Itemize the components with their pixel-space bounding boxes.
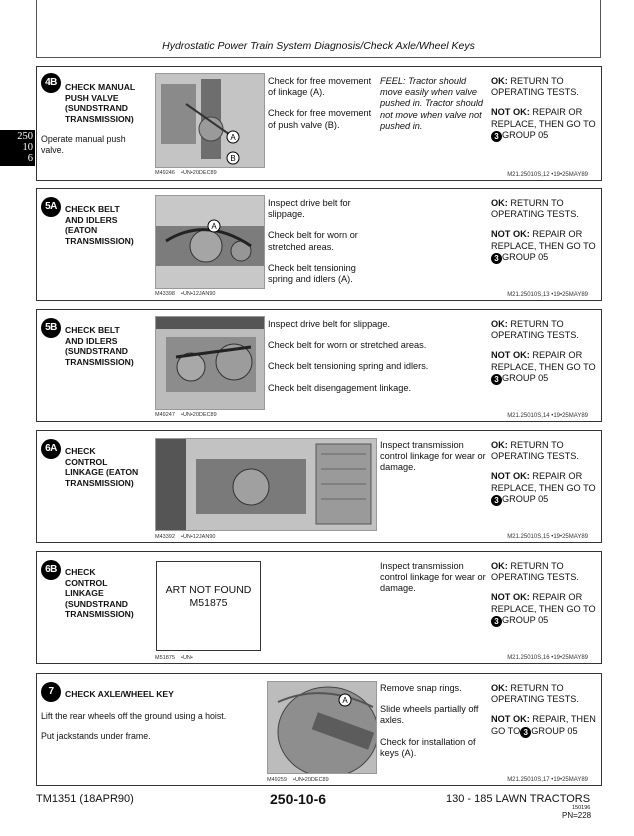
- step-result: OK: RETURN TO OPERATING TESTS. NOT OK: REPAIR OR REPLACE, THEN GO TO3 GROUP 05: [491, 440, 596, 505]
- step-left-text: Operate manual push valve.: [41, 134, 126, 155]
- reference-code: M21.25010S,16 •19•25MAY89: [507, 655, 588, 661]
- tab-line-1: 250: [17, 131, 33, 142]
- step-instructions: Inspect drive belt for slippage. Check belt for worn or stretched areas. Check belt tensioning spring and idlers. Check belt disengagement linkage.: [268, 319, 429, 393]
- step-badge: 4B: [41, 73, 61, 93]
- svg-text:B: B: [230, 154, 236, 163]
- step-5a-box: [36, 188, 602, 301]
- step-photo: [155, 316, 265, 410]
- step-4b-box: [36, 66, 602, 181]
- step-5b-box: [36, 309, 602, 422]
- photo-caption: M49247 •UN•20DEC89: [155, 412, 217, 418]
- group-3-icon: 3: [520, 727, 531, 738]
- photo-caption: M49246 •UN•20DEC89: [155, 170, 217, 176]
- reference-code: M21.25010S,12 •19•25MAY89: [507, 172, 588, 178]
- step-feel-text: FEEL: Tractor should move easily when valve pushed in. Tractor should not move when valve not pushed in.: [380, 76, 483, 131]
- step-badge: 6A: [41, 439, 61, 459]
- step-photo: [155, 73, 265, 168]
- reference-code: M21.25010S,13 •19•25MAY89: [507, 292, 588, 298]
- svg-text:A: A: [342, 696, 348, 705]
- group-3-icon: 3: [491, 616, 502, 627]
- step-badge: 6B: [41, 560, 61, 580]
- step-heading: CHECK AXLE/WHEEL KEY: [65, 689, 174, 699]
- reference-code: M21.25010S,15 •19•25MAY89: [507, 534, 588, 540]
- step-instructions: Remove snap rings. Slide wheels partially off axles. Check for installation of keys (A).: [380, 683, 479, 758]
- step-left-text-1: Lift the rear wheels off the ground using a hoist.: [41, 711, 227, 721]
- photo-caption: M43398 •UN•12JAN90: [155, 291, 216, 297]
- reference-code: M21.25010S,17 •19•25MAY89: [507, 777, 588, 783]
- step-photo: [267, 681, 377, 774]
- reference-code: M21.25010S,14 •19•25MAY89: [507, 413, 588, 419]
- footer-pn: PN=228: [562, 811, 592, 820]
- photo-caption: M49259 •UN•20DEC89: [267, 777, 329, 783]
- footer-product: 130 - 185 LAWN TRACTORS: [446, 793, 591, 805]
- step-instructions: Inspect transmission control linkage for wear or damage.: [380, 561, 486, 594]
- section-tab: [0, 130, 35, 166]
- step-instructions: Inspect transmission control linkage for wear or damage.: [380, 440, 486, 473]
- step-photo: [155, 195, 265, 289]
- step-heading: CHECK MANUAL PUSH VALVE (SUNDSTRAND TRANSMISSION): [65, 82, 136, 124]
- group-3-icon: 3: [491, 495, 502, 506]
- group-3-icon: 3: [491, 131, 502, 142]
- art-not-found-box: ART NOT FOUND M51875: [156, 561, 261, 651]
- step-result: OK: RETURN TO OPERATING TESTS. NOT OK: REPAIR, THEN GO TO 3 GROUP 05: [491, 683, 596, 737]
- step-result: OK: RETURN TO OPERATING TESTS. NOT OK: REPAIR OR REPLACE, THEN GO TO3 GROUP 05: [491, 561, 596, 626]
- step-heading: CHECK BELT AND IDLERS (EATON TRANSMISSION): [65, 204, 134, 246]
- svg-text:A: A: [211, 222, 217, 231]
- tab-line-3: 6: [27, 153, 33, 164]
- group-3-icon: 3: [491, 253, 502, 264]
- step-badge: 7: [41, 682, 61, 702]
- step-7-box: [36, 673, 602, 786]
- page-header-title: Hydrostatic Power Train System Diagnosis/Check Axle/Wheel Keys: [162, 40, 475, 52]
- step-left-text-2: Put jackstands under frame.: [41, 731, 151, 741]
- step-heading: CHECK BELT AND IDLERS (SUNDSTRAND TRANSMISSION): [65, 325, 134, 367]
- step-heading: CHECK CONTROL LINKAGE (SUNDSTRAND TRANSMISSION): [65, 567, 134, 619]
- step-6b-box: [36, 551, 602, 664]
- step-badge: 5A: [41, 197, 61, 217]
- photo-caption: M51875 •UN•: [155, 655, 193, 661]
- step-instructions: Inspect drive belt for slippage. Check belt for worn or stretched areas. Check belt tensioning spring and idlers (A).: [268, 198, 358, 285]
- tab-line-2: 10: [22, 142, 33, 153]
- group-3-icon: 3: [491, 374, 502, 385]
- step-photo: [155, 438, 377, 531]
- footer-page-number: 250-10-6: [270, 791, 327, 807]
- step-badge: 5B: [41, 318, 61, 338]
- footer-manual-id: TM1351 (18APR90): [36, 793, 134, 805]
- step-6a-box: [36, 430, 602, 543]
- step-heading: CHECK CONTROL LINKAGE (EATON TRANSMISSION): [65, 446, 139, 488]
- svg-text:A: A: [230, 133, 236, 142]
- step-instructions: Check for free movement of linkage (A). Check for free movement of push valve (B).: [268, 76, 372, 130]
- step-result: OK: RETURN TO OPERATING TESTS. NOT OK: REPAIR OR REPLACE, THEN GO TO3 GROUP 05: [491, 198, 596, 263]
- step-result: OK: RETURN TO OPERATING TESTS. NOT OK: REPAIR OR REPLACE, THEN GO TO3 GROUP 05: [491, 319, 596, 384]
- footer-code: 150196: [572, 805, 591, 811]
- photo-caption: M43392 •UN•12JAN90: [155, 534, 216, 540]
- step-result: OK: RETURN TO OPERATING TESTS. NOT OK: REPAIR OR REPLACE, THEN GO TO3 GROUP 05: [491, 76, 596, 141]
